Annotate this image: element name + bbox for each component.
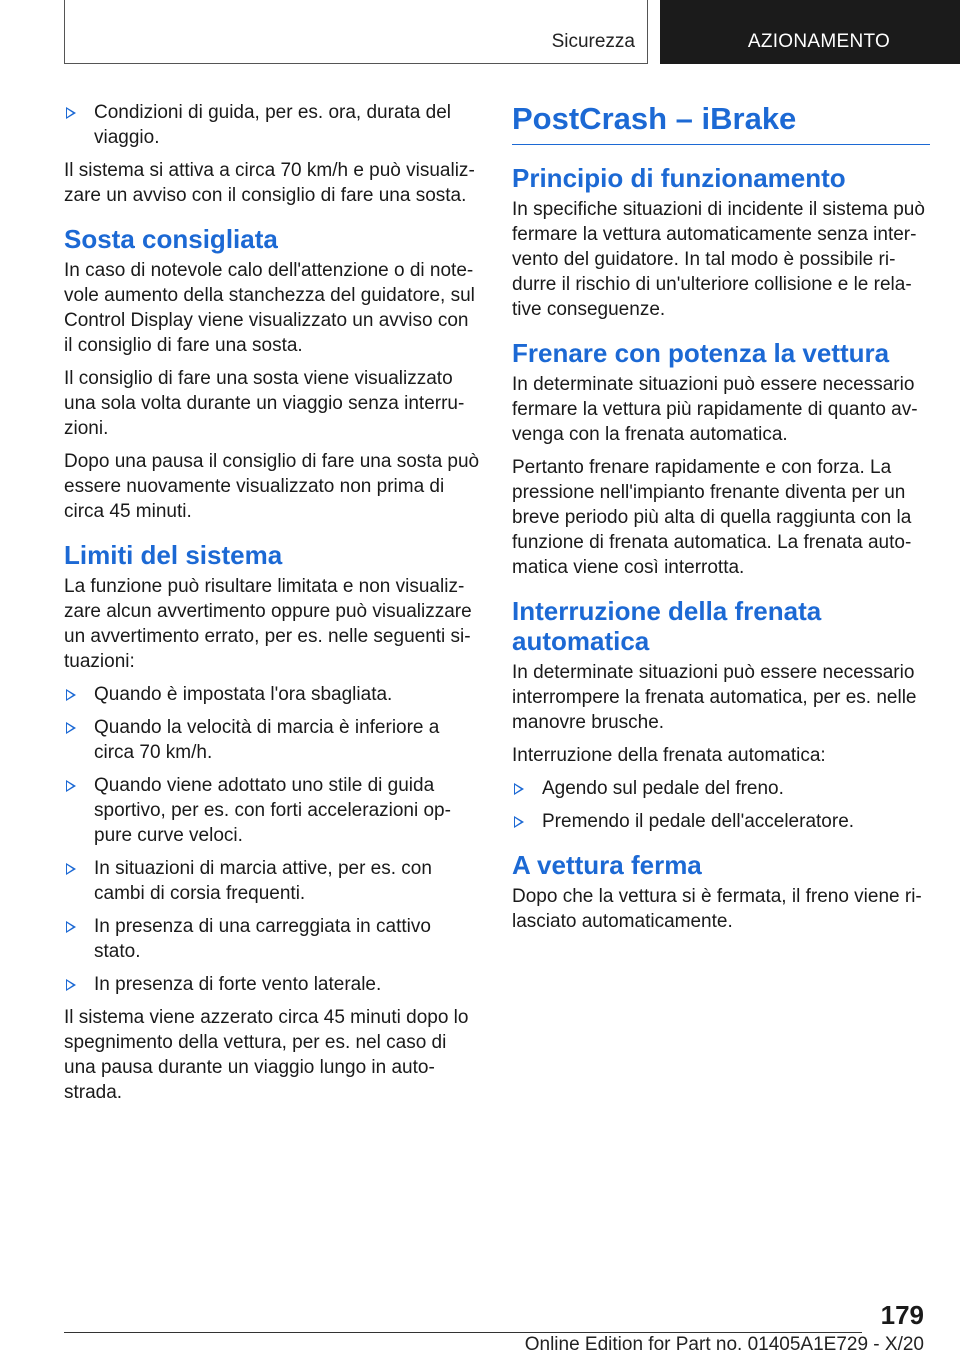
triangle-bullet-icon (66, 863, 76, 875)
triangle-bullet-icon (514, 816, 524, 828)
paragraph: Dopo che la vettura si è fermata, il freno viene rilasciato automaticamente. (512, 886, 922, 932)
list-item: Condizioni di guida, per es. ora, durata del viaggio. (64, 100, 480, 150)
section-heading-limiti: Limiti del sistema (64, 540, 283, 570)
footer-edition-text: Online Edition for Part no. 01405A1E729 - X/20 (524, 1334, 924, 1355)
paragraph: Il sistema viene azzerato circa 45 minuti dopo lo spegnimento della vettura, per es. nel caso di una pausa durante un viaggio lungo in autostrada. (64, 1007, 469, 1103)
paragraph: Il sistema si attiva a circa 70 km/h e può visualizzare un avviso con il consiglio di fare una sosta. (64, 160, 475, 206)
footer-divider (64, 1332, 862, 1333)
list-item: Agendo sul pedale del freno. (512, 776, 930, 801)
section-heading-ferma: A vettura ferma (512, 850, 702, 880)
triangle-bullet-icon (66, 780, 76, 792)
section-heading-principio: Principio di funzionamento (512, 163, 846, 193)
list-item: Quando viene adottato uno stile di guida sportivo, per es. con forti accelerazioni oppure curve veloci. (64, 773, 480, 848)
list-item: Quando la velocità di marcia è inferiore a circa 70 km/h. (64, 715, 480, 765)
left-column (64, 100, 480, 1113)
right-column (512, 100, 930, 942)
list-item: Quando è impostata l'ora sbagliata. (64, 682, 480, 707)
paragraph: Interruzione della frenata automatica: (512, 745, 826, 766)
triangle-bullet-icon (66, 689, 76, 701)
paragraph: In specifiche situazioni di incidente il sistema può fermare la vettura automaticamente senza intervento del guidatore. In tal modo è possibile ridurre il rischio di un'ulteriore collisione e le relative conseguenze. (512, 199, 925, 320)
paragraph: In determinate situazioni può essere necessario fermare la vettura più rapidamente di quanto avvenga con la frenata automatica. (512, 374, 918, 445)
section-heading-frenare: Frenare con potenza la vettura (512, 338, 890, 368)
page-title: PostCrash – iBrake (512, 100, 930, 145)
list-item: Premendo il pedale dell'acceleratore. (512, 809, 930, 834)
header-section-title: Sicurezza (551, 31, 635, 52)
header-chapter-tab (660, 0, 960, 64)
section-heading-interruzione: Interruzione della frenata automatica (512, 596, 822, 656)
triangle-bullet-icon (66, 979, 76, 991)
limiti-bullet-list (64, 682, 480, 997)
list-item: In presenza di una carreggiata in cattivo stato. (64, 914, 480, 964)
paragraph: Pertanto frenare rapidamente e con forza. La pressione nell'impianto frenante diventa per un breve periodo più alta di quella raggiunta con la funzione di frenata automatica. La frenata automatica viene così interrotta. (512, 457, 912, 578)
page-number: 179 (880, 1300, 924, 1330)
triangle-bullet-icon (514, 783, 524, 795)
list-item: In situazioni di marcia attive, per es. con cambi di corsia frequenti. (64, 856, 480, 906)
paragraph: Il consiglio di fare una sosta viene visualizzato una sola volta durante un viaggio senza interruzioni. (64, 368, 465, 439)
intro-bullet-list (64, 100, 480, 150)
header-chapter-label: AZIONAMENTO (747, 31, 891, 52)
paragraph: La funzione può risultare limitata e non visualizzare alcun avvertimento oppure può visualizzare un avvertimento errato, per es. nelle seguenti situazioni: (64, 576, 472, 672)
triangle-bullet-icon (66, 107, 76, 119)
paragraph: In caso di notevole calo dell'attenzione o di notevole aumento della stanchezza del guidatore, sul Control Display viene visualizzato un avviso con il consiglio di fare una sosta. (64, 260, 475, 356)
paragraph: Dopo una pausa il consiglio di fare una sosta può essere nuovamente visualizzato non prima di circa 45 minuti. (64, 451, 480, 522)
interruzione-bullet-list (512, 776, 930, 834)
triangle-bullet-icon (66, 921, 76, 933)
list-item: In presenza di forte vento laterale. (64, 972, 480, 997)
section-heading-sosta: Sosta consigliata (64, 224, 278, 254)
paragraph: In determinate situazioni può essere necessario interrompere la frenata automatica, per es. nelle manovre brusche. (512, 662, 917, 733)
triangle-bullet-icon (66, 722, 76, 734)
